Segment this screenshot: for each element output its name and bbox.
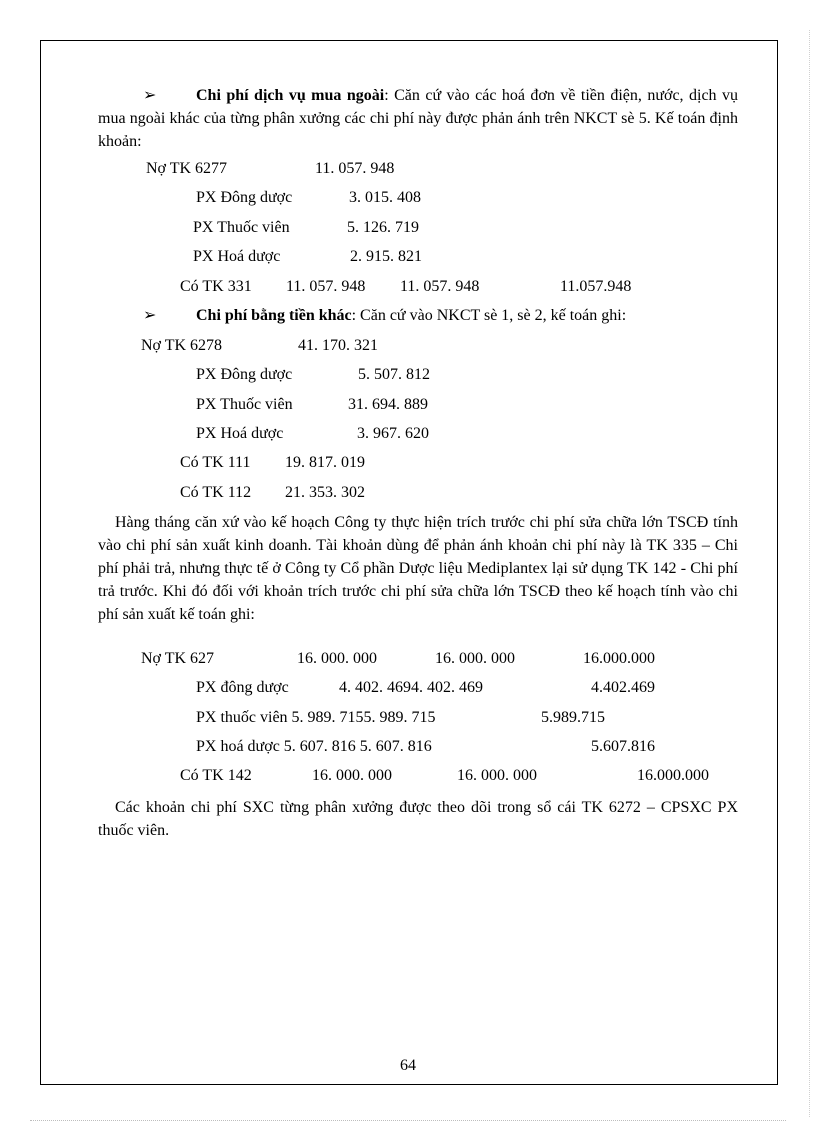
workshop-amount: 5. 126. 719 xyxy=(347,219,419,236)
credit-amount: 16. 000. 000 xyxy=(457,767,537,784)
debit-amount: 11. 057. 948 xyxy=(315,160,395,177)
debit-account: Nợ TK 6278 xyxy=(141,337,223,354)
section1-paragraph xyxy=(98,84,738,153)
arrow-bullet-icon: ➢ xyxy=(143,87,157,104)
workshop-amount: 3. 967. 620 xyxy=(357,425,429,442)
workshop-label: PX Đông dược xyxy=(196,366,293,383)
credit-total: 16.000.000 xyxy=(637,767,709,784)
bottom-rule xyxy=(30,1120,786,1121)
workshop-amount: 31. 694. 889 xyxy=(348,396,428,413)
workshop-label: PX đông dược xyxy=(196,679,289,696)
closing-paragraph: Các khoản chi phí SXC từng phân xưởng được theo dõi trong sổ cái TK 6272 – CPSXC PX thuốc viên. xyxy=(98,799,738,839)
workshop-total: 5.989.715 xyxy=(541,709,605,726)
workshop-label: PX Thuốc viên xyxy=(193,219,290,236)
debit-account: Nợ TK 627 xyxy=(141,650,215,667)
right-rule xyxy=(809,30,810,1117)
page-number: 64 xyxy=(400,1057,416,1074)
body-paragraph: Hàng tháng căn xứ vào kế hoạch Công ty thực hiện trích trước chi phí sửa chữa lớn TSCĐ tính vào chi phí sản xuất kinh doanh. Tài khoản dùng để phản ánh khoản chi phí này là TK 335 – Chi phí phải trả, nhưng thực tế ở Công ty Cổ phần Dược liệu Mediplantex lại sử dụng TK 142 - Chi phí trả trước. Khi đó đối với khoản trích trước chi phí sửa chữa lớn TSCĐ theo kế hoạch tính vào chi phí sản xuất kế toán ghi: xyxy=(98,514,738,623)
workshop-amount: 5. 507. 812 xyxy=(358,366,430,383)
debit-amount: 16. 000. 000 xyxy=(435,650,515,667)
debit-amount: 41. 170. 321 xyxy=(298,337,378,354)
workshop-label: PX Đông dược xyxy=(196,189,293,206)
workshop-line: PX thuốc viên 5. 989. 7155. 989. 715 xyxy=(196,709,436,726)
credit-account: Có TK 112 xyxy=(180,484,252,501)
credit-total: 11.057.948 xyxy=(560,278,632,295)
debit-total: 16.000.000 xyxy=(583,650,655,667)
section2-title: Chi phí bằng tiền khác xyxy=(196,307,352,324)
credit-amount: 16. 000. 000 xyxy=(312,767,392,784)
workshop-amount: 4. 402. 4694. 402. 469 xyxy=(339,679,483,696)
workshop-line: PX hoá dược 5. 607. 816 5. 607. 816 xyxy=(196,738,432,755)
credit-account: Có TK 331 xyxy=(180,278,252,295)
credit-account: Có TK 142 xyxy=(180,767,252,784)
workshop-label: PX Thuốc viên xyxy=(196,396,293,413)
credit-amount: 11. 057. 948 xyxy=(400,278,480,295)
workshop-amount: 3. 015. 408 xyxy=(349,189,421,206)
workshop-label: PX Hoá dược xyxy=(193,248,281,265)
debit-account: Nợ TK 6277 xyxy=(146,160,228,177)
workshop-total: 4.402.469 xyxy=(591,679,655,696)
section2-text: : Căn cứ vào NKCT sè 1, sè 2, kế toán ghi: xyxy=(351,307,627,324)
section1-title: Chi phí dịch vụ mua ngoài xyxy=(196,87,385,104)
credit-amount: 19. 817. 019 xyxy=(285,454,365,471)
credit-amount: 11. 057. 948 xyxy=(286,278,366,295)
workshop-total: 5.607.816 xyxy=(591,738,655,755)
arrow-bullet-icon: ➢ xyxy=(143,307,157,324)
workshop-label: PX Hoá dược xyxy=(196,425,284,442)
debit-amount: 16. 000. 000 xyxy=(297,650,377,667)
credit-amount: 21. 353. 302 xyxy=(285,484,365,501)
credit-account: Có TK 111 xyxy=(180,454,251,471)
section1-text: : Căn cứ vào các hoá đơn về tiền điện, nước, dịch vụ mua ngoài khác của từng phân xưởng các chi phí này được phản ánh trên NKCT sè 5. Kế toán định khoản: xyxy=(98,87,739,150)
workshop-amount: 2. 915. 821 xyxy=(350,248,422,265)
section2-heading xyxy=(196,306,626,326)
